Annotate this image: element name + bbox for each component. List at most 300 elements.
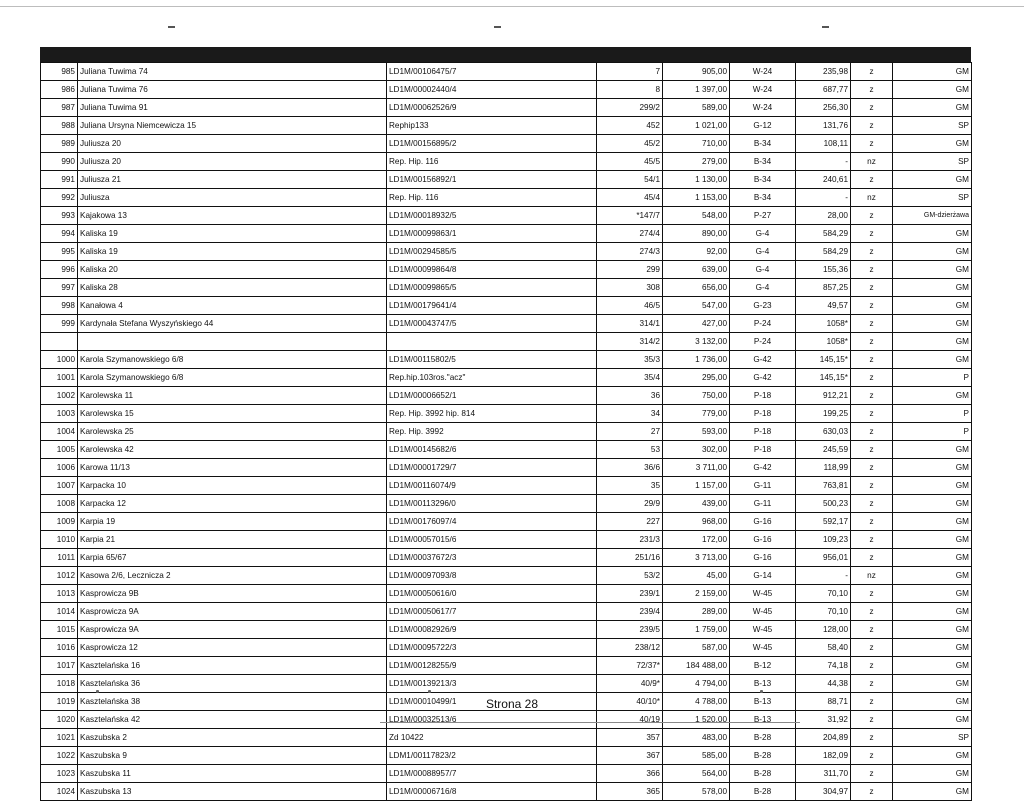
- area-cell: 45,00: [663, 567, 730, 585]
- status-code-cell: z: [851, 261, 893, 279]
- row-number-cell: 993: [41, 207, 78, 225]
- plot-number-cell: 8: [597, 81, 663, 99]
- row-number-cell: 1018: [41, 675, 78, 693]
- map-sheet-cell: B-34: [730, 171, 796, 189]
- row-number-cell: 989: [41, 135, 78, 153]
- value-cell: 109,23: [796, 531, 851, 549]
- use-type-cell: GM: [893, 387, 972, 405]
- status-code-cell: z: [851, 243, 893, 261]
- address-cell: Kasprowicza 9B: [78, 585, 387, 603]
- row-number-cell: 986: [41, 81, 78, 99]
- table-row: [41, 333, 972, 351]
- plot-number-cell: 366: [597, 765, 663, 783]
- status-code-cell: z: [851, 225, 893, 243]
- map-sheet-cell: P-18: [730, 423, 796, 441]
- table-row: [41, 729, 972, 747]
- value-cell: -: [796, 567, 851, 585]
- use-type-cell: GM: [893, 243, 972, 261]
- scan-speck: [428, 690, 431, 693]
- address-cell: Kardynała Stefana Wyszyńskiego 44: [78, 315, 387, 333]
- area-cell: 3 711,00: [663, 459, 730, 477]
- land-register-number-cell: LD1M/00156895/2: [387, 135, 597, 153]
- use-type-cell: GM: [893, 549, 972, 567]
- row-number-cell: 1007: [41, 477, 78, 495]
- land-register-number-cell: LD1M/00006716/8: [387, 783, 597, 801]
- use-type-cell: SP: [893, 729, 972, 747]
- land-register-number-cell: LD1M/00176097/4: [387, 513, 597, 531]
- map-sheet-cell: B-28: [730, 729, 796, 747]
- table-row: [41, 117, 972, 135]
- row-number-cell: 1022: [41, 747, 78, 765]
- row-number-cell: 1013: [41, 585, 78, 603]
- address-cell: Kaszubska 11: [78, 765, 387, 783]
- area-cell: 1 759,00: [663, 621, 730, 639]
- use-type-cell: GM-dzierżawa: [893, 207, 972, 225]
- table-row: [41, 351, 972, 369]
- map-sheet-cell: W-45: [730, 639, 796, 657]
- value-cell: 70,10: [796, 603, 851, 621]
- register-table-body: [41, 63, 972, 801]
- row-number-cell: 1014: [41, 603, 78, 621]
- plot-number-cell: 274/4: [597, 225, 663, 243]
- address-cell: Juliusza: [78, 189, 387, 207]
- table-row: [41, 99, 972, 117]
- status-code-cell: z: [851, 747, 893, 765]
- table-row: [41, 207, 972, 225]
- value-cell: 584,29: [796, 243, 851, 261]
- plot-number-cell: 227: [597, 513, 663, 531]
- area-cell: 639,00: [663, 261, 730, 279]
- use-type-cell: P: [893, 423, 972, 441]
- use-type-cell: GM: [893, 657, 972, 675]
- status-code-cell: z: [851, 99, 893, 117]
- value-cell: 88,71: [796, 693, 851, 711]
- row-number-cell: 1000: [41, 351, 78, 369]
- use-type-cell: GM: [893, 567, 972, 585]
- table-row: [41, 387, 972, 405]
- map-sheet-cell: W-24: [730, 99, 796, 117]
- value-cell: 145,15*: [796, 351, 851, 369]
- status-code-cell: z: [851, 297, 893, 315]
- use-type-cell: GM: [893, 765, 972, 783]
- plot-number-cell: 7: [597, 63, 663, 81]
- area-cell: 1 397,00: [663, 81, 730, 99]
- table-row: [41, 189, 972, 207]
- area-cell: 172,00: [663, 531, 730, 549]
- value-cell: 58,40: [796, 639, 851, 657]
- status-code-cell: z: [851, 441, 893, 459]
- address-cell: Juliusza 21: [78, 171, 387, 189]
- address-cell: Kaliska 20: [78, 261, 387, 279]
- map-sheet-cell: W-45: [730, 621, 796, 639]
- table-row: [41, 585, 972, 603]
- map-sheet-cell: G-4: [730, 261, 796, 279]
- plot-number-cell: 452: [597, 117, 663, 135]
- plot-number-cell: 45/4: [597, 189, 663, 207]
- land-register-number-cell: LD1M/00128255/9: [387, 657, 597, 675]
- scan-mark: [168, 26, 175, 28]
- land-register-number-cell: LD1M/00179641/4: [387, 297, 597, 315]
- map-sheet-cell: B-13: [730, 675, 796, 693]
- map-sheet-cell: P-18: [730, 387, 796, 405]
- map-sheet-cell: G-14: [730, 567, 796, 585]
- area-cell: 427,00: [663, 315, 730, 333]
- land-register-number-cell: LD1M/00002440/4: [387, 81, 597, 99]
- status-code-cell: z: [851, 423, 893, 441]
- value-cell: 131,76: [796, 117, 851, 135]
- use-type-cell: GM: [893, 639, 972, 657]
- top-rule: [0, 6, 1024, 7]
- value-cell: 199,25: [796, 405, 851, 423]
- value-cell: 763,81: [796, 477, 851, 495]
- area-cell: 184 488,00: [663, 657, 730, 675]
- status-code-cell: z: [851, 531, 893, 549]
- table-row: [41, 405, 972, 423]
- status-code-cell: z: [851, 333, 893, 351]
- address-cell: Karola Szymanowskiego 6/8: [78, 369, 387, 387]
- value-cell: 155,36: [796, 261, 851, 279]
- map-sheet-cell: G-42: [730, 369, 796, 387]
- status-code-cell: z: [851, 477, 893, 495]
- land-register-number-cell: LD1M/00006652/1: [387, 387, 597, 405]
- plot-number-cell: 314/2: [597, 333, 663, 351]
- use-type-cell: P: [893, 369, 972, 387]
- use-type-cell: GM: [893, 333, 972, 351]
- land-register-number-cell: LD1M/00115802/5: [387, 351, 597, 369]
- area-cell: 92,00: [663, 243, 730, 261]
- value-cell: 245,59: [796, 441, 851, 459]
- plot-number-cell: 239/1: [597, 585, 663, 603]
- status-code-cell: z: [851, 387, 893, 405]
- area-cell: 585,00: [663, 747, 730, 765]
- map-sheet-cell: W-45: [730, 603, 796, 621]
- row-number-cell: 1012: [41, 567, 78, 585]
- table-row: [41, 513, 972, 531]
- row-number-cell: 1015: [41, 621, 78, 639]
- row-number-cell: 1001: [41, 369, 78, 387]
- status-code-cell: z: [851, 729, 893, 747]
- area-cell: 593,00: [663, 423, 730, 441]
- row-number-cell: 1024: [41, 783, 78, 801]
- table-row: [41, 567, 972, 585]
- status-code-cell: z: [851, 765, 893, 783]
- row-number-cell: 1020: [41, 711, 78, 729]
- map-sheet-cell: P-18: [730, 441, 796, 459]
- land-register-number-cell: LD1M/00057015/6: [387, 531, 597, 549]
- table-row: [41, 225, 972, 243]
- row-number-cell: 1010: [41, 531, 78, 549]
- address-cell: Karpia 19: [78, 513, 387, 531]
- bottom-rule: [380, 722, 800, 723]
- area-cell: 279,00: [663, 153, 730, 171]
- address-cell: Kaliska 19: [78, 225, 387, 243]
- value-cell: 44,38: [796, 675, 851, 693]
- use-type-cell: GM: [893, 135, 972, 153]
- table-row: [41, 243, 972, 261]
- use-type-cell: GM: [893, 441, 972, 459]
- address-cell: Kasztelańska 36: [78, 675, 387, 693]
- area-cell: 589,00: [663, 99, 730, 117]
- address-cell: Karowa 11/13: [78, 459, 387, 477]
- status-code-cell: z: [851, 549, 893, 567]
- address-cell: Karpia 21: [78, 531, 387, 549]
- area-cell: 302,00: [663, 441, 730, 459]
- address-cell: Karolewska 25: [78, 423, 387, 441]
- row-number-cell: 996: [41, 261, 78, 279]
- table-row: [41, 171, 972, 189]
- use-type-cell: GM: [893, 99, 972, 117]
- area-cell: 1 520,00: [663, 711, 730, 729]
- area-cell: 779,00: [663, 405, 730, 423]
- status-code-cell: z: [851, 351, 893, 369]
- value-cell: 584,29: [796, 225, 851, 243]
- map-sheet-cell: G-42: [730, 351, 796, 369]
- address-cell: Kasprowicza 9A: [78, 603, 387, 621]
- row-number-cell: 1021: [41, 729, 78, 747]
- address-cell: Kaliska 28: [78, 279, 387, 297]
- land-register-number-cell: LD1M/00050616/0: [387, 585, 597, 603]
- use-type-cell: GM: [893, 351, 972, 369]
- address-cell: Kaszubska 13: [78, 783, 387, 801]
- value-cell: 500,23: [796, 495, 851, 513]
- area-cell: 295,00: [663, 369, 730, 387]
- plot-number-cell: 35: [597, 477, 663, 495]
- map-sheet-cell: B-28: [730, 765, 796, 783]
- row-number-cell: 994: [41, 225, 78, 243]
- address-cell: Kasprowicza 12: [78, 639, 387, 657]
- address-cell: Karpacka 10: [78, 477, 387, 495]
- map-sheet-cell: W-24: [730, 63, 796, 81]
- use-type-cell: GM: [893, 171, 972, 189]
- address-cell: Kasowa 2/6, Lecznicza 2: [78, 567, 387, 585]
- plot-number-cell: 46/5: [597, 297, 663, 315]
- row-number-cell: 1004: [41, 423, 78, 441]
- use-type-cell: GM: [893, 459, 972, 477]
- map-sheet-cell: B-34: [730, 189, 796, 207]
- area-cell: 2 159,00: [663, 585, 730, 603]
- status-code-cell: z: [851, 711, 893, 729]
- land-register-number-cell: Zd 10422: [387, 729, 597, 747]
- plot-number-cell: 53: [597, 441, 663, 459]
- land-register-number-cell: LD1M/00043747/5: [387, 315, 597, 333]
- plot-number-cell: 40/9*: [597, 675, 663, 693]
- land-register-number-cell: Rep. Hip. 3992: [387, 423, 597, 441]
- area-cell: 656,00: [663, 279, 730, 297]
- status-code-cell: nz: [851, 189, 893, 207]
- value-cell: -: [796, 189, 851, 207]
- land-register-number-cell: LD1M/00097093/8: [387, 567, 597, 585]
- row-number-cell: 991: [41, 171, 78, 189]
- table-row: [41, 657, 972, 675]
- table-row: [41, 279, 972, 297]
- plot-number-cell: 40/19: [597, 711, 663, 729]
- table-row: [41, 711, 972, 729]
- status-code-cell: z: [851, 495, 893, 513]
- table-row: [41, 549, 972, 567]
- status-code-cell: z: [851, 783, 893, 801]
- status-code-cell: z: [851, 603, 893, 621]
- map-sheet-cell: B-28: [730, 747, 796, 765]
- land-register-number-cell: LD1M/00010499/1: [387, 693, 597, 711]
- address-cell: Kanałowa 4: [78, 297, 387, 315]
- land-register-number-cell: LD1M/00082926/9: [387, 621, 597, 639]
- area-cell: 750,00: [663, 387, 730, 405]
- land-register-number-cell: LD1M/00106475/7: [387, 63, 597, 81]
- scan-speck: [96, 690, 99, 693]
- row-number-cell: 1011: [41, 549, 78, 567]
- map-sheet-cell: P-18: [730, 405, 796, 423]
- row-number-cell: 992: [41, 189, 78, 207]
- map-sheet-cell: G-16: [730, 513, 796, 531]
- land-register-number-cell: LD1M/00095722/3: [387, 639, 597, 657]
- plot-number-cell: 36: [597, 387, 663, 405]
- map-sheet-cell: G-16: [730, 549, 796, 567]
- land-register-number-cell: Rep.hip.103ros."acz": [387, 369, 597, 387]
- table-row: [41, 603, 972, 621]
- use-type-cell: SP: [893, 189, 972, 207]
- map-sheet-cell: W-24: [730, 81, 796, 99]
- value-cell: 204,89: [796, 729, 851, 747]
- address-cell: Kasztelańska 16: [78, 657, 387, 675]
- area-cell: 1 021,00: [663, 117, 730, 135]
- map-sheet-cell: B-12: [730, 657, 796, 675]
- area-cell: 4 794,00: [663, 675, 730, 693]
- table-row: [41, 261, 972, 279]
- value-cell: 70,10: [796, 585, 851, 603]
- status-code-cell: nz: [851, 567, 893, 585]
- map-sheet-cell: B-34: [730, 153, 796, 171]
- plot-number-cell: 53/2: [597, 567, 663, 585]
- use-type-cell: GM: [893, 81, 972, 99]
- value-cell: 235,98: [796, 63, 851, 81]
- row-number-cell: 985: [41, 63, 78, 81]
- row-number-cell: 1008: [41, 495, 78, 513]
- value-cell: 128,00: [796, 621, 851, 639]
- status-code-cell: z: [851, 513, 893, 531]
- address-cell: Karolewska 42: [78, 441, 387, 459]
- value-cell: 912,21: [796, 387, 851, 405]
- map-sheet-cell: P-24: [730, 333, 796, 351]
- map-sheet-cell: B-13: [730, 693, 796, 711]
- land-register-number-cell: LD1M/00018932/5: [387, 207, 597, 225]
- plot-number-cell: 54/1: [597, 171, 663, 189]
- land-register-number-cell: LD1M/00156892/1: [387, 171, 597, 189]
- address-cell: Juliana Ursyna Niemcewicza 15: [78, 117, 387, 135]
- area-cell: 968,00: [663, 513, 730, 531]
- plot-number-cell: 45/5: [597, 153, 663, 171]
- area-cell: 1 157,00: [663, 477, 730, 495]
- plot-number-cell: 239/5: [597, 621, 663, 639]
- address-cell: [78, 333, 387, 351]
- plot-number-cell: 251/16: [597, 549, 663, 567]
- row-number-cell: 1016: [41, 639, 78, 657]
- use-type-cell: SP: [893, 117, 972, 135]
- land-register-number-cell: Rep. Hip. 116: [387, 189, 597, 207]
- row-number-cell: [41, 333, 78, 351]
- status-code-cell: z: [851, 585, 893, 603]
- table-row: [41, 477, 972, 495]
- row-number-cell: 1006: [41, 459, 78, 477]
- value-cell: 74,18: [796, 657, 851, 675]
- plot-number-cell: 314/1: [597, 315, 663, 333]
- row-number-cell: 1009: [41, 513, 78, 531]
- use-type-cell: GM: [893, 279, 972, 297]
- row-number-cell: 999: [41, 315, 78, 333]
- status-code-cell: z: [851, 657, 893, 675]
- table-row: [41, 297, 972, 315]
- land-register-number-cell: Rep. Hip. 116: [387, 153, 597, 171]
- table-row: [41, 747, 972, 765]
- map-sheet-cell: B-28: [730, 783, 796, 801]
- plot-number-cell: 367: [597, 747, 663, 765]
- register-table: [40, 62, 972, 801]
- land-register-number-cell: [387, 333, 597, 351]
- value-cell: 108,11: [796, 135, 851, 153]
- table-row: [41, 423, 972, 441]
- land-register-number-cell: LDM1/00117823/2: [387, 747, 597, 765]
- table-row: [41, 675, 972, 693]
- table-row: [41, 153, 972, 171]
- page-number: Strona 28: [485, 697, 539, 711]
- plot-number-cell: 27: [597, 423, 663, 441]
- address-cell: Juliana Tuwima 91: [78, 99, 387, 117]
- use-type-cell: GM: [893, 495, 972, 513]
- value-cell: 1058*: [796, 315, 851, 333]
- land-register-number-cell: LD1M/00099864/8: [387, 261, 597, 279]
- use-type-cell: SP: [893, 153, 972, 171]
- address-cell: Karpia 65/67: [78, 549, 387, 567]
- use-type-cell: GM: [893, 297, 972, 315]
- scan-mark: [822, 26, 829, 28]
- map-sheet-cell: G-11: [730, 477, 796, 495]
- map-sheet-cell: G-12: [730, 117, 796, 135]
- table-row: [41, 315, 972, 333]
- plot-number-cell: 299/2: [597, 99, 663, 117]
- status-code-cell: z: [851, 315, 893, 333]
- map-sheet-cell: P-27: [730, 207, 796, 225]
- use-type-cell: GM: [893, 585, 972, 603]
- value-cell: 182,09: [796, 747, 851, 765]
- row-number-cell: 1023: [41, 765, 78, 783]
- table-row: [41, 369, 972, 387]
- area-cell: 1 736,00: [663, 351, 730, 369]
- plot-number-cell: 72/37*: [597, 657, 663, 675]
- land-register-number-cell: LD1M/00001729/7: [387, 459, 597, 477]
- map-sheet-cell: G-11: [730, 495, 796, 513]
- area-cell: 1 130,00: [663, 171, 730, 189]
- address-cell: Karolewska 15: [78, 405, 387, 423]
- value-cell: 857,25: [796, 279, 851, 297]
- map-sheet-cell: G-4: [730, 243, 796, 261]
- use-type-cell: P: [893, 405, 972, 423]
- use-type-cell: GM: [893, 693, 972, 711]
- plot-number-cell: 365: [597, 783, 663, 801]
- use-type-cell: GM: [893, 513, 972, 531]
- area-cell: 710,00: [663, 135, 730, 153]
- land-register-number-cell: LD1M/00062526/9: [387, 99, 597, 117]
- value-cell: 956,01: [796, 549, 851, 567]
- address-cell: Kaszubska 2: [78, 729, 387, 747]
- use-type-cell: GM: [893, 603, 972, 621]
- address-cell: Juliana Tuwima 74: [78, 63, 387, 81]
- plot-number-cell: 274/3: [597, 243, 663, 261]
- plot-number-cell: 34: [597, 405, 663, 423]
- register-table-wrap: [40, 62, 971, 801]
- table-row: [41, 639, 972, 657]
- map-sheet-cell: B-13: [730, 711, 796, 729]
- map-sheet-cell: G-42: [730, 459, 796, 477]
- land-register-number-cell: LD1M/00294585/5: [387, 243, 597, 261]
